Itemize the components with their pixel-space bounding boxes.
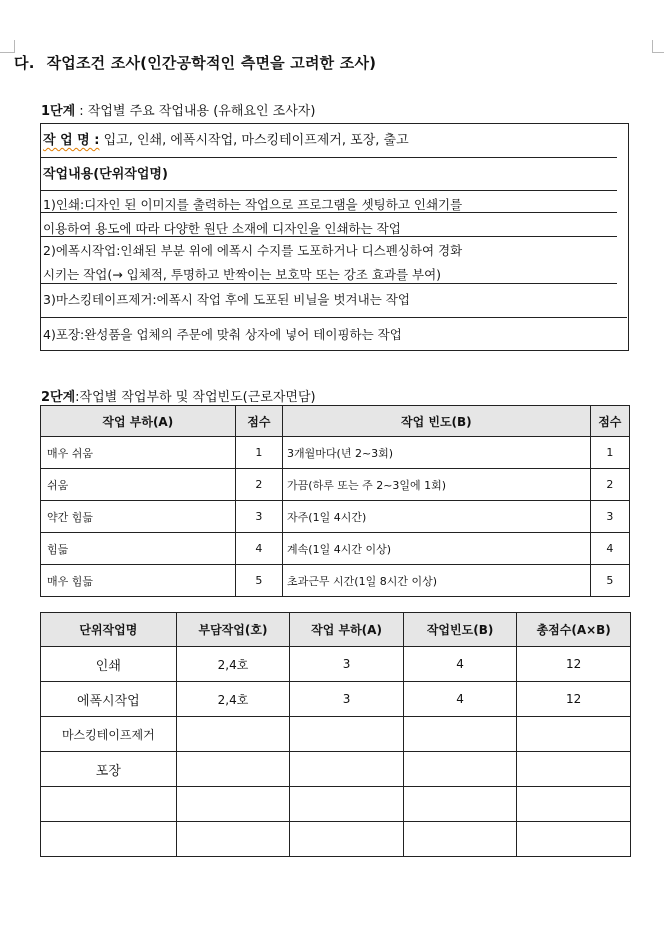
frequency-cell: 계속(1일 4시간 이상): [283, 533, 591, 565]
divider: [41, 283, 617, 284]
task-item-4: 4)포장:완성품을 업체의 주문에 맞춰 상자에 넣어 테이핑하는 작업: [43, 327, 402, 342]
table-row: [41, 787, 631, 822]
table-row: [41, 533, 630, 565]
table-row: [41, 647, 631, 682]
score-cell: 1: [590, 437, 629, 469]
load-cell: 3: [290, 682, 404, 717]
total-score-cell: [517, 822, 631, 857]
load-cell: 매우 힘듦: [41, 565, 236, 597]
unit-task-cell: [41, 822, 177, 857]
load-cell: [290, 787, 404, 822]
score-cell: 4: [590, 533, 629, 565]
header-load: 작업 부하(A): [41, 406, 236, 437]
burden-task-cell: 2,4호: [176, 647, 290, 682]
table-row: [41, 717, 631, 752]
burden-task-cell: [176, 787, 290, 822]
frequency-cell: [403, 822, 517, 857]
table-header-row: [41, 613, 631, 647]
divider: [41, 236, 617, 237]
frequency-cell: [403, 787, 517, 822]
load-cell: 매우 쉬움: [41, 437, 236, 469]
header-score: 점수: [590, 406, 629, 437]
unit-task-cell: 포장: [41, 752, 177, 787]
content-label: 작업내용(단위작업명): [43, 167, 168, 182]
frequency-cell: 가끔(하루 또는 주 2~3일에 1회): [283, 469, 591, 501]
task-item-1-line1: 1)인쇄:디자인 된 이미지를 출력하는 작업으로 프로그램을 셋팅하고 인쇄기를: [43, 197, 463, 212]
burden-task-cell: [176, 717, 290, 752]
frequency-cell: 3개월마다(년 2~3회): [283, 437, 591, 469]
score-cell: 2: [590, 469, 629, 501]
score-cell: 5: [235, 565, 282, 597]
burden-task-cell: 2,4호: [176, 682, 290, 717]
task-names-row: [43, 129, 409, 148]
load-cell: 쉬움: [41, 469, 236, 501]
load-cell: [290, 752, 404, 787]
load-cell: [290, 717, 404, 752]
frequency-cell: [403, 752, 517, 787]
score-cell: 4: [235, 533, 282, 565]
header-total-score: 총점수(A×B): [517, 613, 631, 647]
crop-mark-right: [652, 40, 664, 53]
header-unit-task: 단위작업명: [41, 613, 177, 647]
step1-label: 1단계: [41, 104, 76, 119]
frequency-cell: 4: [403, 682, 517, 717]
frequency-cell: 초과근무 시간(1일 8시간 이상): [283, 565, 591, 597]
task-item-2-line1: 2)에폭시작업:인쇄된 부분 위에 에폭시 수지를 도포하거나 디스펜싱하여 경화: [43, 243, 463, 258]
frequency-cell: 자주(1일 4시간): [283, 501, 591, 533]
total-score-cell: 12: [517, 682, 631, 717]
step2-label: 2단계: [41, 390, 76, 405]
task-item-3: 3)마스킹테이프제거:에폭시 작업 후에 도포된 비닐을 벗겨내는 작업: [43, 292, 410, 307]
unit-task-cell: 마스킹테이프제거: [41, 717, 177, 752]
step1-heading: [41, 100, 315, 119]
score-cell: 2: [235, 469, 282, 501]
table-row: [41, 565, 630, 597]
header-frequency: 작업빈도(B): [403, 613, 517, 647]
task-content-box: [40, 123, 629, 351]
divider: [41, 317, 627, 318]
unit-task-cell: 인쇄: [41, 647, 177, 682]
divider: [41, 157, 617, 158]
frequency-cell: [403, 717, 517, 752]
burden-task-cell: [176, 822, 290, 857]
load-cell: 약간 힘듦: [41, 501, 236, 533]
step2-text: :작업별 작업부하 및 작업빈도(근로자면담): [75, 390, 316, 405]
divider: [41, 190, 617, 191]
header-burden-task: 부담작업(호): [176, 613, 290, 647]
score-cell: 5: [590, 565, 629, 597]
table-row: [41, 682, 631, 717]
unit-task-cell: 에폭시작업: [41, 682, 177, 717]
section-title-text: 작업조건 조사(인간공학적인 측면을 고려한 조사): [46, 54, 377, 72]
total-score-cell: [517, 752, 631, 787]
unit-task-cell: [41, 787, 177, 822]
task-item-1-line2: 이용하여 용도에 따라 다양한 원단 소재에 디자인을 인쇄하는 작업: [43, 221, 401, 236]
score-cell: 3: [235, 501, 282, 533]
score-cell: 3: [590, 501, 629, 533]
total-score-cell: [517, 717, 631, 752]
header-load: 작업 부하(A): [290, 613, 404, 647]
table-row: [41, 469, 630, 501]
header-score: 점수: [235, 406, 282, 437]
table-row: [41, 822, 631, 857]
total-score-cell: [517, 787, 631, 822]
task-item-2-line2: 시키는 작업(→ 입체적, 투명하고 반짝이는 보호막 또는 강조 효과를 부여): [43, 267, 442, 282]
crop-mark-left: [0, 40, 15, 53]
score-cell: 1: [235, 437, 282, 469]
load-cell: 힘듦: [41, 533, 236, 565]
table-row: [41, 752, 631, 787]
table-row: [41, 501, 630, 533]
burden-task-cell: [176, 752, 290, 787]
section-number: 다.: [14, 54, 35, 72]
task-names: 입고, 인쇄, 에폭시작업, 마스킹테이프제거, 포장, 출고: [99, 133, 409, 148]
load-cell: [290, 822, 404, 857]
task-names-label: 작 업 명 :: [43, 133, 100, 148]
header-frequency: 작업 빈도(B): [283, 406, 591, 437]
step1-text: : 작업별 주요 작업내용 (유해요인 조사자): [75, 104, 316, 119]
table-header-row: [41, 406, 630, 437]
score-summary-table: [40, 612, 631, 857]
section-title: [14, 52, 376, 73]
frequency-cell: 4: [403, 647, 517, 682]
total-score-cell: 12: [517, 647, 631, 682]
load-frequency-table: [40, 405, 630, 597]
table-row: [41, 437, 630, 469]
divider: [41, 212, 617, 213]
load-cell: 3: [290, 647, 404, 682]
step2-heading: [41, 386, 316, 405]
